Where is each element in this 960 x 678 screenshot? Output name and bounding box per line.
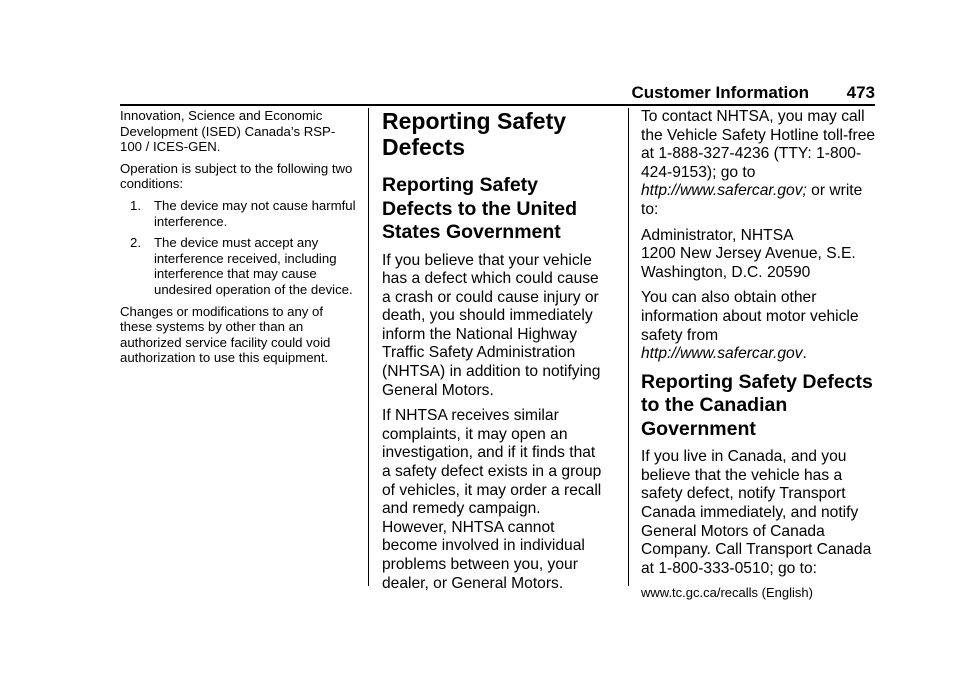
canada-paragraph: If you live in Canada, and you believe that the vehicle has a safety defect, notify Transport Canada immediately, and notify General Motors of Canada Company. Call Transport Canada at 1-800-333-0510; go to: bbox=[641, 448, 872, 577]
list-item bbox=[120, 198, 356, 229]
column-middle bbox=[382, 108, 608, 600]
obtain-text: You can also obtain other information about motor vehicle safety from bbox=[641, 289, 859, 344]
nhtsa-address bbox=[641, 227, 877, 283]
list-item-number: 2. bbox=[130, 235, 141, 251]
address-line: Administrator, NHTSA bbox=[641, 226, 794, 244]
main-heading: Reporting Safety Defects bbox=[382, 108, 567, 160]
page-number: 473 bbox=[846, 83, 875, 102]
contact-paragraph bbox=[641, 108, 877, 220]
list-item-text: The device must accept any interference received, including interference that may cause undesired operation of the device. bbox=[154, 235, 353, 297]
list-item-text: The device may not cause harmful interference. bbox=[154, 197, 356, 229]
address-line: Washington, D.C. 20590 bbox=[641, 263, 811, 281]
us-paragraph-1: If you believe that your vehicle has a defect which could cause a crash or could cause injury or death, you should immediately inform the National Highway Traffic Safety Administration (NHTSA) in addition to notifying General Motors. bbox=[382, 251, 601, 399]
us-paragraph-2: If NHTSA receives similar complaints, it may open an investigation, and if it finds that a safety defect exists in a group of vehicles, it may order a recall and remedy campaign. However, NHTSA cannot become involved in individual problems between you, your dealer, or General Motors. bbox=[382, 407, 602, 592]
conditions-intro: Operation is subject to the following two conditions: bbox=[120, 160, 353, 192]
conditions-list bbox=[120, 198, 356, 298]
us-subheading: Reporting Safety Defects to the United States Government bbox=[382, 174, 578, 243]
obtain-text-end: . bbox=[802, 345, 807, 363]
contact-text: To contact NHTSA, you may call the Vehicle Safety Hotline toll-free at 1-888-327-4236 (TTY: 1-800-424-9153); go to bbox=[641, 108, 876, 181]
address-line: 1200 New Jersey Avenue, S.E. bbox=[641, 245, 856, 263]
page-header bbox=[120, 80, 875, 104]
list-item bbox=[120, 235, 356, 297]
ised-intro: Innovation, Science and Economic Development (ISED) Canada’s RSP-100 / ICES-GEN. bbox=[120, 108, 336, 155]
column-right bbox=[641, 108, 877, 608]
transport-canada-url: www.tc.gc.ca/recalls (English) bbox=[641, 585, 813, 601]
changes-warning: Changes or modifications to any of these systems by other than an authorized service facility could void authorization to use this equipment. bbox=[120, 303, 331, 366]
safercar-link-2[interactable]: http://www.safercar.gov bbox=[641, 345, 803, 363]
contact-text-end: or write to: bbox=[641, 182, 863, 218]
obtain-paragraph bbox=[641, 289, 877, 363]
column-left bbox=[120, 108, 356, 372]
column-divider-1 bbox=[368, 108, 369, 586]
column-divider-2 bbox=[628, 108, 629, 586]
list-item-number: 1. bbox=[130, 197, 141, 213]
safercar-link[interactable]: http://www.safercar.gov; bbox=[641, 182, 807, 200]
canada-subheading: Reporting Safety Defects to the Canadian Government bbox=[641, 370, 873, 440]
section-title: Customer Information bbox=[631, 83, 809, 102]
header-rule bbox=[120, 104, 875, 106]
